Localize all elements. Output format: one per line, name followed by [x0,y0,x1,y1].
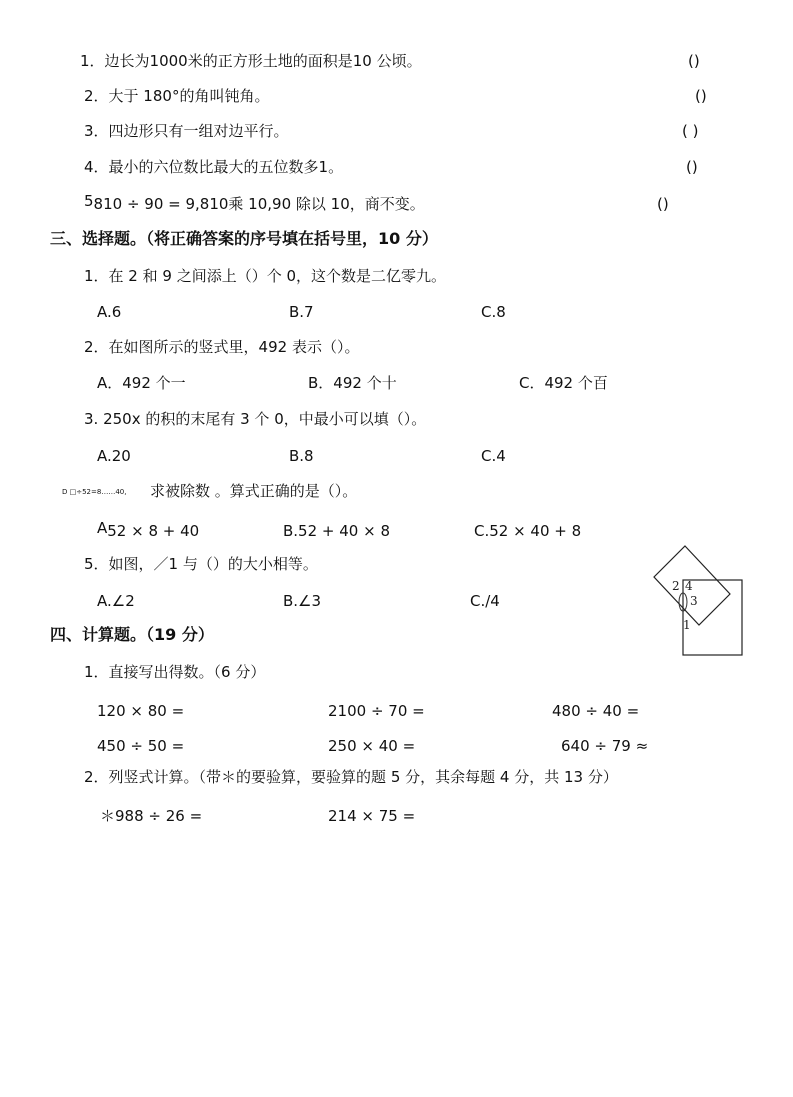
judge-paren-3[interactable]: ( ) [682,122,699,140]
choice-q2-option-b[interactable]: B．492 个十 [308,374,397,392]
choice-q1-option-b[interactable]: B.7 [289,303,314,321]
choice-q1-option-a[interactable]: A.6 [97,303,122,321]
choice-q4-option-c[interactable]: C.52 × 40 + 8 [474,522,582,540]
calc-q2: 2．列竖式计算。（带＊的要验算，要验算的题 5 分，其余每题 4 分，共 13 分） [84,768,618,786]
choice-q1: 1．在 2 和 9 之间添上（）个 0，这个数是二亿零九。 [84,267,447,285]
choice-q4-option-a[interactable] [97,521,199,541]
calc-q1-r1-c3: 480 ÷ 40 = [552,702,640,720]
choice-q4-option-b[interactable]: B.52 + 40 × 8 [283,522,390,540]
calc-q1-r2-c1: 450 ÷ 50 = [97,737,185,755]
judge-paren-5[interactable]: () [657,195,669,213]
choice-q5-option-b[interactable]: B.∠3 [283,592,322,610]
choice-q4-small-text: D □÷52=8……40, [62,488,127,496]
figure-label-3: 3 [690,594,698,608]
angle-figure [648,540,746,660]
judge-paren-4[interactable]: () [686,158,698,176]
choice-q2: 2．在如图所示的竖式里，492 表示（）。 [84,338,360,356]
choice-q3-option-c[interactable]: C.4 [481,447,506,465]
choice-q4-option-a-letter: A [97,519,108,537]
judge-item-5 [84,194,425,214]
calc-q1-r1-c1: 120 × 80 = [97,702,185,720]
calc-q1-r2-c2: 250 × 40 = [328,737,416,755]
choice-q4: 求被除数 。算式正确的是（）。 [150,482,358,500]
choice-q3-option-b[interactable]: B.8 [289,447,314,465]
calc-q1-r2-c3: 640 ÷ 79 ≈ [561,737,649,755]
judge-item-5-number: 5 [84,192,94,210]
judge-paren-1[interactable]: () [688,52,700,70]
choice-q3-option-a[interactable]: A.20 [97,447,131,465]
judge-item-5-text: 810 ÷ 90 = 9,810乘 10,90 除以 10，商不变。 [93,195,425,213]
choice-q2-option-a[interactable]: A．492 个一 [97,374,186,392]
choice-q2-option-c[interactable]: C．492 个百 [519,374,608,392]
judge-item-4: 4．最小的六位数比最大的五位数多1。 [84,158,344,176]
judge-item-3: 3．四边形只有一组对边平行。 [84,122,289,140]
calc-q2-item-2: 214 × 75 = [328,807,416,825]
choice-heading: 三、选择题。（将正确答案的序号填在括号里，10 分） [50,229,438,248]
calc-q1-r1-c2: 2100 ÷ 70 = [328,702,425,720]
choice-q5: 5．如图，／1 与（）的大小相等。 [84,555,318,573]
judge-item-1: 1．边长为1000米的正方形土地的面积是10 公顷。 [80,52,422,70]
choice-q3: 3. 250x 的积的末尾有 3 个 0，中最小可以填（）。 [84,410,427,428]
choice-q5-option-c[interactable]: C./4 [470,592,500,610]
judge-item-2: 2．大于 180°的角叫钝角。 [84,87,270,105]
calc-heading: 四、计算题。（19 分） [50,625,214,644]
calc-q2-item-1: ＊988 ÷ 26 = [100,807,203,825]
choice-q5-option-a[interactable]: A.∠2 [97,592,135,610]
figure-label-2: 2 [672,579,680,593]
calc-q1: 1．直接写出得数。（6 分） [84,663,266,681]
judge-paren-2[interactable]: () [695,87,707,105]
figure-label-1: 1 [683,618,691,632]
choice-q4-option-a-text: 52 × 8 + 40 [107,522,200,540]
choice-q1-option-c[interactable]: C.8 [481,303,506,321]
figure-label-4: 4 [685,579,693,593]
